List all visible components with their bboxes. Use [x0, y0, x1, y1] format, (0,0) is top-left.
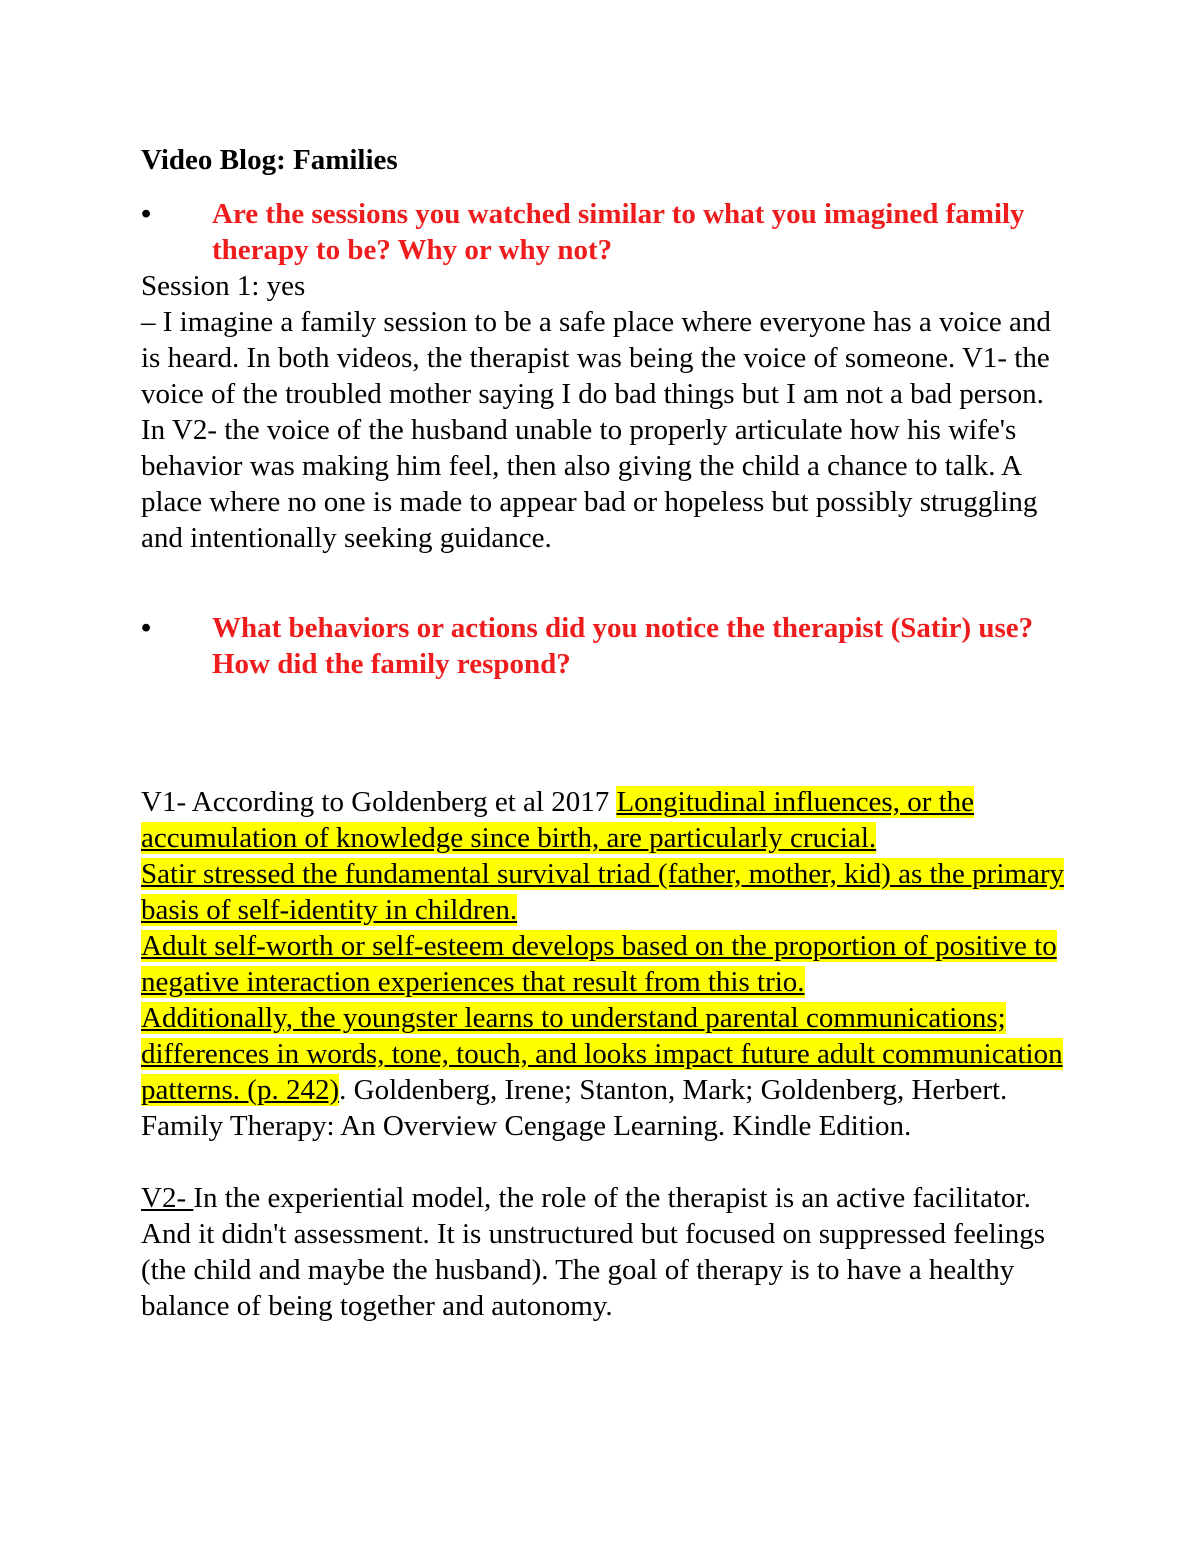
v2-text: In the experiential model, the role of the therapist is an active facilitator. And it didn't assessment. It is unstructured but focused on suppressed feelings (the child and maybe the husband). The goal of therapy is to have a healthy balance of being together and autonomy.: [141, 1182, 1046, 1322]
spacer: [141, 556, 1071, 592]
spacer: [141, 1144, 1071, 1180]
v1-quote-4: Additionally, the youngster learns to understand parental communications; differences in words, tone, touch, and looks impact future adult communication patterns. (p. 242): [141, 1002, 1063, 1106]
question-2-text: What behaviors or actions did you notice the therapist (Satir) use? How did the family respond?: [212, 612, 1034, 680]
document-page: [141, 140, 1071, 1324]
answer-1: – I imagine a family session to be a safe place where everyone has a voice and is heard. In both videos, the therapist was being the voice of someone. V1- the voice of the troubled mother saying I do bad things but I am not a bad person. In V2- the voice of the husband unable to properly articulate how his wife's behavior was making him feel, then also giving the child a chance to talk. A place where no one is made to appear bad or hopeless but possibly struggling and intentionally seeking guidance.: [141, 306, 1051, 554]
question-1: [141, 196, 1071, 268]
v1-quote-3: Adult self-worth or self-esteem develops based on the proportion of positive to negative interaction experiences that result from this trio.: [141, 930, 1057, 998]
v2-paragraph: [141, 1180, 1071, 1324]
bullet-icon: •: [141, 198, 152, 230]
question-2: [141, 610, 1071, 682]
session-answer: Session 1: yes: [141, 270, 306, 302]
spacer: [141, 592, 1071, 610]
v2-label: V2-: [141, 1182, 194, 1214]
spacer: [141, 682, 1071, 754]
v1-citation: . Goldenberg, Irene; Stanton, Mark; Goldenberg, Herbert. Family Therapy: An Overview Cengage Learning. Kindle Edition.: [141, 1074, 1008, 1142]
v1-paragraph: [141, 784, 1071, 1144]
v1-quote-2: Satir stressed the fundamental survival triad (father, mother, kid) as the primary basis of self-identity in children.: [141, 858, 1064, 926]
v1-quote-1: Longitudinal influences, or the accumulation of knowledge since birth, are particularly crucial.: [141, 786, 975, 854]
document-title: Video Blog: Families: [141, 144, 398, 176]
bullet-icon: •: [141, 612, 152, 644]
v1-prefix: V1- According to Goldenberg et al 2017: [141, 786, 617, 818]
question-1-text: Are the sessions you watched similar to what you imagined family therapy to be? Why or why not?: [212, 198, 1025, 266]
spacer: [141, 754, 1071, 784]
